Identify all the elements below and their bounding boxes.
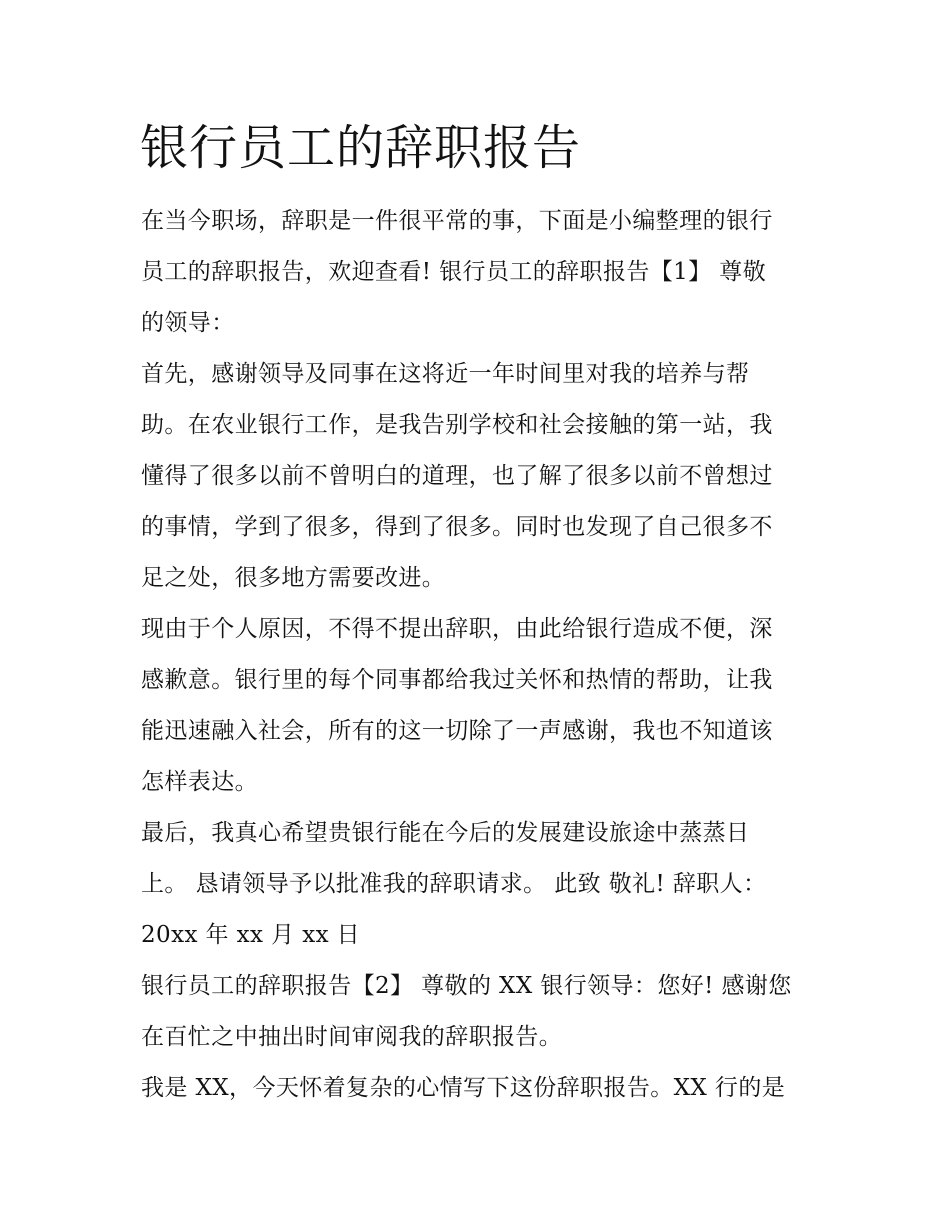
text-line: 的事情，学到了很多，得到了很多。同时也发现了自己很多不 <box>141 514 773 540</box>
text-line: 的领导： <box>141 310 235 336</box>
text-line: 现由于个人原因，不得不提出辞职，由此给银行造成不便，深 <box>141 616 773 642</box>
text-line: 足之处，很多地方需要改进。 <box>141 565 446 591</box>
text-line: 在百忙之中抽出时间审阅我的辞职报告。 <box>141 1024 563 1050</box>
document-title: 银行员工的辞职报告 <box>140 120 582 176</box>
text-line: 懂得了很多以前不曾明白的道理，也了解了很多以前不曾想过 <box>141 463 773 489</box>
text-line: 最后，我真心希望贵银行能在今后的发展建设旅途中蒸蒸日 <box>141 820 750 846</box>
text-line: 我是 XX，今天怀着复杂的心情写下这份辞职报告。XX 行的是 <box>141 1075 786 1101</box>
text-line: 20xx 年 xx 月 xx 日 <box>141 922 361 948</box>
text-line: 感歉意。银行里的每个同事都给我过关怀和热情的帮助，让我 <box>141 667 773 693</box>
text-line: 在当今职场，辞职是一件很平常的事，下面是小编整理的银行 <box>141 208 773 234</box>
text-line: 怎样表达。 <box>141 769 258 795</box>
text-line: 员工的辞职报告，欢迎查看! 银行员工的辞职报告【1】 尊敬 <box>141 259 767 285</box>
text-line: 上。 恳请领导予以批准我的辞职请求。 此致 敬礼! 辞职人： <box>141 871 767 897</box>
text-line: 银行员工的辞职报告【2】 尊敬的 XX 银行领导：您好! 感谢您 <box>141 973 792 999</box>
text-line: 助。在农业银行工作，是我告别学校和社会接触的第一站，我 <box>141 412 773 438</box>
text-line: 能迅速融入社会，所有的这一切除了一声感谢，我也不知道该 <box>141 718 773 744</box>
text-line: 首先，感谢领导及同事在这将近一年时间里对我的培养与帮 <box>141 361 750 387</box>
